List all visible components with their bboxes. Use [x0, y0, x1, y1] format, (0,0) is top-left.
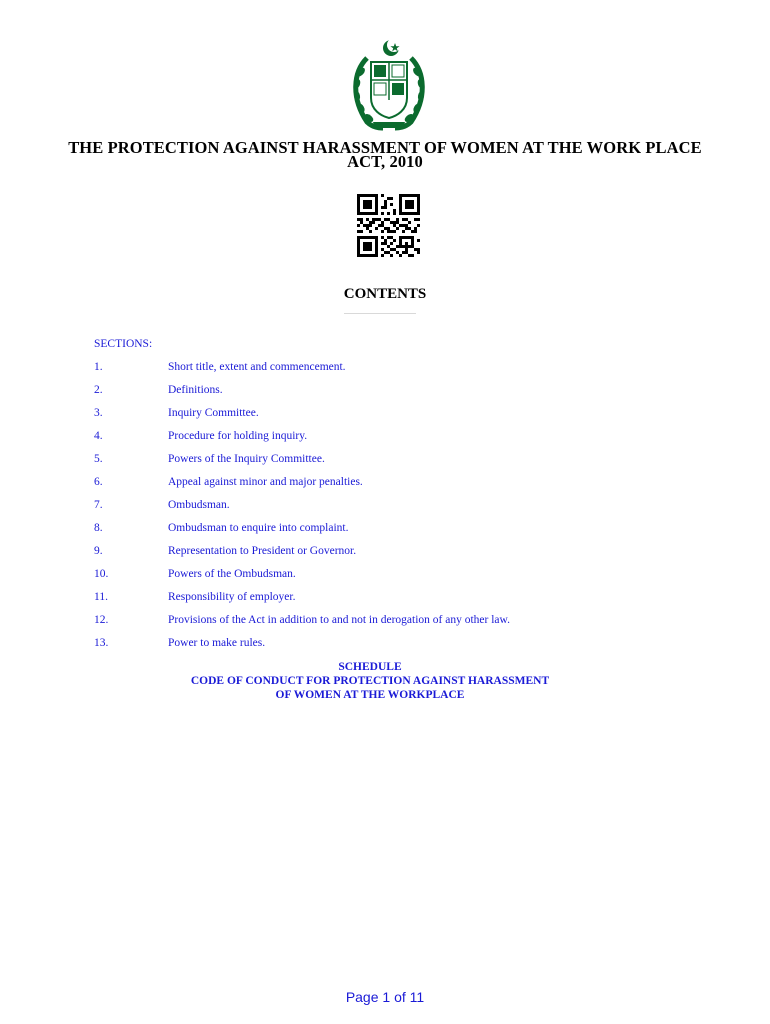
schedule-heading: SCHEDULE [338, 661, 402, 673]
toc-item[interactable] [94, 430, 654, 453]
table-of-contents [94, 361, 654, 660]
toc-item-link[interactable]: Appeal against minor and major penalties. [168, 476, 363, 488]
toc-item-number: 11. [94, 591, 108, 603]
schedule-title-line-1: CODE OF CONDUCT FOR PROTECTION AGAINST HARASSMENT [190, 675, 550, 687]
page-number: Page 1 of 11 [345, 989, 425, 1005]
toc-item[interactable] [94, 453, 654, 476]
document-title-line-1: THE PROTECTION AGAINST HARASSMENT OF WOMEN AT THE WORK PLACE [68, 138, 702, 157]
toc-item-number: 12. [94, 614, 109, 626]
schedule-link[interactable] [120, 660, 620, 702]
toc-item-number: 8. [94, 522, 103, 534]
state-emblem-icon [347, 38, 431, 134]
toc-item-link[interactable]: Ombudsman. [168, 499, 230, 511]
toc-item-link[interactable]: Representation to President or Governor. [168, 545, 357, 557]
toc-item-link[interactable]: Power to make rules. [168, 637, 266, 649]
toc-item-link[interactable]: Powers of the Ombudsman. [168, 568, 296, 580]
toc-item-link[interactable]: Ombudsman to enquire into complaint. [168, 522, 349, 534]
toc-item-link[interactable]: Procedure for holding inquiry. [168, 430, 308, 442]
toc-item[interactable] [94, 637, 654, 660]
heading-divider [344, 313, 416, 314]
toc-item-number: 9. [94, 545, 103, 557]
toc-item[interactable] [94, 522, 654, 545]
toc-item[interactable] [94, 407, 654, 430]
toc-item[interactable] [94, 568, 654, 591]
qr-code-icon [357, 194, 420, 257]
toc-item-link[interactable]: Powers of the Inquiry Committee. [168, 453, 325, 465]
toc-item-link[interactable]: Short title, extent and commencement. [168, 361, 346, 373]
toc-item-number: 10. [94, 568, 109, 580]
toc-item-number: 4. [94, 430, 103, 442]
toc-item-link[interactable]: Provisions of the Act in addition to and not in derogation of any other law. [168, 614, 510, 626]
toc-item-link[interactable]: Definitions. [168, 384, 223, 396]
toc-item[interactable] [94, 499, 654, 522]
toc-item-link[interactable]: Inquiry Committee. [168, 407, 259, 419]
toc-item[interactable] [94, 614, 654, 637]
toc-item[interactable] [94, 384, 654, 407]
toc-item[interactable] [94, 476, 654, 499]
contents-heading: CONTENTS [343, 286, 427, 302]
toc-item-number: 13. [94, 637, 109, 649]
document-title-line-2: ACT, 2010 [347, 152, 423, 171]
schedule-title-line-2: OF WOMEN AT THE WORKPLACE [275, 689, 465, 701]
toc-item-number: 5. [94, 453, 103, 465]
toc-item-number: 3. [94, 407, 103, 419]
toc-item[interactable] [94, 361, 654, 384]
document-title [20, 138, 750, 171]
toc-item-link[interactable]: Responsibility of employer. [168, 591, 296, 603]
toc-item-number: 1. [94, 361, 103, 373]
toc-item-number: 6. [94, 476, 103, 488]
toc-item[interactable] [94, 591, 654, 614]
toc-item-number: 7. [94, 499, 103, 511]
toc-item[interactable] [94, 545, 654, 568]
sections-label: SECTIONS: [94, 338, 153, 350]
toc-item-number: 2. [94, 384, 103, 396]
